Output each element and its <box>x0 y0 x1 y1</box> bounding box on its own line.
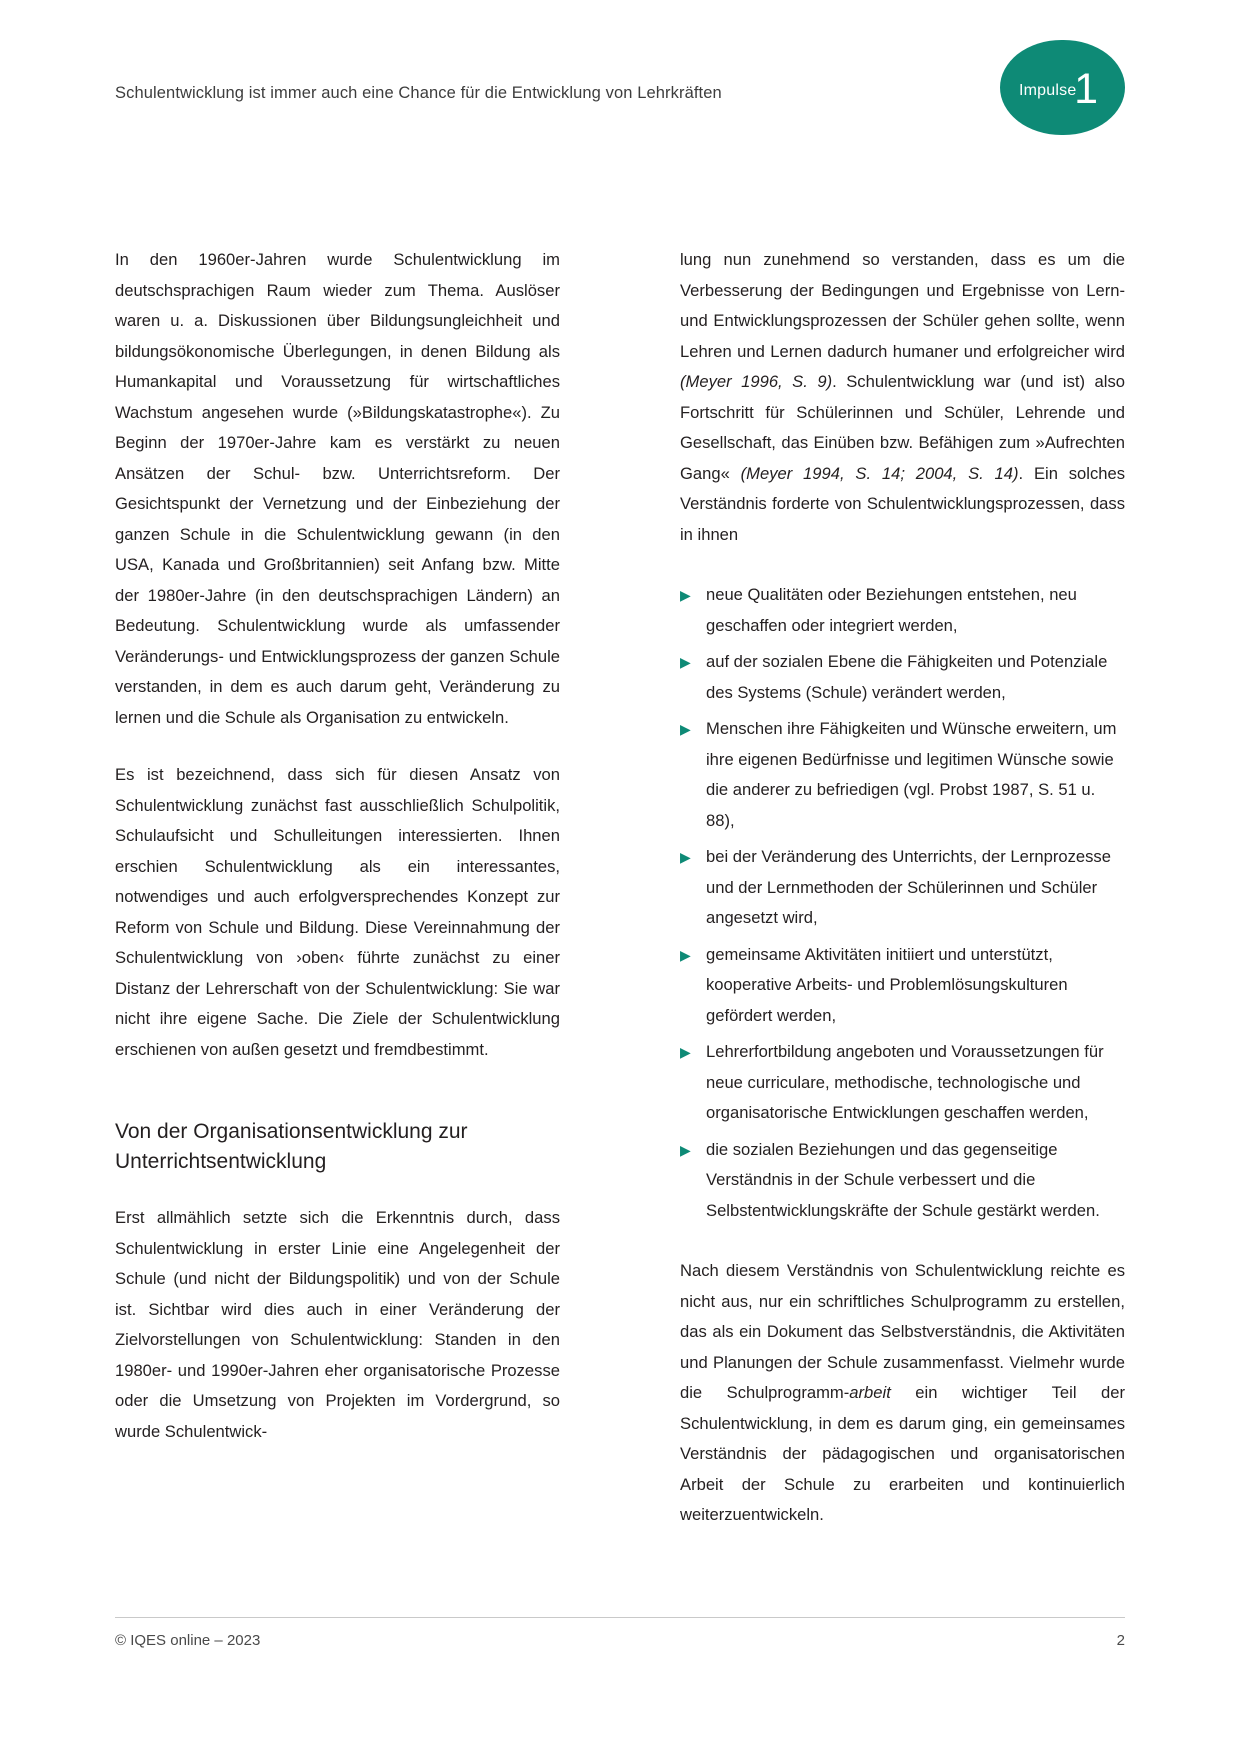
page-header <box>115 65 1125 118</box>
footer-page-number: 2 <box>1116 1632 1125 1649</box>
bullet-arrow-icon: ▶ <box>680 587 691 603</box>
paragraph-intro-history: In den 1960er-Jahren wurde Schulentwicklung im deutschsprachigen Raum wieder zum Thema. Auslöser waren u. a. Diskussionen über Bildungsungleichheit und bildungsökonomische Überlegungen, in denen Bildung als Humankapital und Voraussetzung für wirtschaftliches Wachstum angesehen wurde (»Bildungskatastrophe«). Zu Beginn der 1970er-Jahre kam es verstärkt zu neuen Ansätzen der Schul- bzw. Unterrichtsreform. Der Gesichtspunkt der Vernetzung und der Einbeziehung der ganzen Schule in die Schulentwicklung gewann (in den USA, Kanada und Großbritannien) seit Anfang bzw. Mitte der 1980er-Jahre (in den deutschsprachigen Ländern) an Bedeutung. Schulentwicklung wurde als umfassender Veränderungs- und Entwicklungsprozess der ganzen Schule verstanden, in dem es auch darum geht, Veränderung zu lernen und die Schule als Organisation zu entwickeln. <box>115 250 560 727</box>
chapter-badge <box>1000 40 1125 135</box>
chapter-badge-number: 1 <box>1074 65 1098 113</box>
bullet-arrow-icon: ▶ <box>680 1044 691 1060</box>
list-item <box>680 842 1125 934</box>
list-item <box>680 1135 1125 1227</box>
bullet-arrow-icon: ▶ <box>680 1141 691 1158</box>
text-run-3: . Ein solches Verständnis forderte von Schulentwicklungsprozessen, dass in ihnen <box>680 463 1125 544</box>
list-item-text: Menschen ihre Fähigkeiten und Wünsche erweitern, um ihre eigenen Bedürfnisse und legitimen Wünsche sowie die anderer zu befriedigen (vgl. Probst 1987, S. 51 u. 88), <box>706 719 1117 830</box>
list-item-text: Lehrerfortbildung angeboten und Voraussetzungen für neue curriculare, methodische, technologische und organisatorische Entwicklungen geschaffen werden, <box>706 1042 1104 1122</box>
citation-meyer-1994: (Meyer 1994, S. 14; 2004, S. 14) <box>740 463 1019 483</box>
paragraph-school-as-agent: Erst allmählich setzte sich die Erkenntnis durch, dass Schulentwicklung in erster Linie eine Angelegenheit der Schule (und nicht der Bildungspolitik) und von der Schule ist. Sichtbar wird dies auch in einer Veränderung der Zielvorstellungen von Schulentwicklung: Standen in den 1980er- und 1990er-Jahren eher organisatorische Prozesse oder die Umsetzung von Projekten im Vordergrund, so wurde Schulentwick- <box>115 1208 560 1441</box>
paragraph-top-down-approach: Es ist bezeichnend, dass sich für diesen Ansatz von Schulentwicklung zunächst fast ausschließlich Schulpolitik, Schulaufsicht und Schulleitungen interessierten. Ihnen erschien Schulentwicklung als ein interessantes, notwendiges und auch erfolgversprechendes Konzept zur Reform von Schule und Bildung. Diese Vereinnahmung der Schulentwicklung von ›oben‹ führte zunächst zu einer Distanz der Lehrerschaft von der Schulentwicklung: Sie war nicht ihre eigene Sache. Die Ziele der Schulentwicklung erschienen von außen gesetzt und fremdbestimmt. <box>115 765 560 1059</box>
list-item-text: auf der sozialen Ebene die Fähigkeiten und Potenziale des Systems (Schule) verändert werden, <box>706 652 1108 702</box>
list-item <box>680 1037 1125 1129</box>
list-item <box>680 714 1125 836</box>
running-head-title: Schulentwicklung ist immer auch eine Chance für die Entwicklung von Lehrkräften <box>115 84 722 102</box>
section-heading: Von der Organisationsentwicklung zur Unterrichtsentwicklung <box>115 1120 468 1173</box>
list-item <box>680 580 1125 641</box>
bullet-arrow-icon: ▶ <box>680 654 691 670</box>
paragraph-continued-definition <box>680 245 1125 550</box>
list-item-text: bei der Veränderung des Unterrichts, der Lernprozesse und der Lernmethoden der Schülerinnen und Schüler angesetzt wird, <box>706 847 1111 927</box>
left-column <box>115 245 560 1447</box>
text-run-4: Nach diesem Verständnis von Schulentwicklung reichte es nicht aus, nur ein schriftliches Schulprogramm zu erstellen, das als ein Dokument das Selbstverständnis, die Aktivitäten und Planungen der Schule zusammenfasst. Vielmehr wurde die Schulprogramm- <box>680 1261 1125 1402</box>
text-run-2: . Schulentwicklung war (und ist) also Fortschritt für Schülerinnen und Schüler, Lehrende und Gesellschaft, das Einüben bzw. Befähigen zum »Aufrechten Gang« <box>680 372 1126 483</box>
list-item-text: gemeinsame Aktivitäten initiiert und unterstützt, kooperative Arbeits- und Problemlösungskulturen gefördert werden, <box>706 944 1068 1025</box>
list-item-text: neue Qualitäten oder Beziehungen entstehen, neu geschaffen oder integriert werden, <box>706 585 1077 635</box>
bullet-arrow-icon: ▶ <box>680 849 691 865</box>
list-item <box>680 940 1125 1032</box>
bullet-arrow-icon: ▶ <box>680 721 691 737</box>
chapter-badge-label: Impulse <box>1019 82 1077 99</box>
footer-copyright: © IQES online – 2023 <box>115 1632 261 1649</box>
bullet-arrow-icon: ▶ <box>680 946 691 963</box>
list-item-text: die sozialen Beziehungen und das gegenseitige Verständnis in der Schule verbessert und die Selbstentwicklungskräfte der Schule gestärkt werden. <box>706 1139 1100 1220</box>
right-column <box>680 245 1125 1531</box>
citation-meyer-1996: (Meyer 1996, S. 9) <box>680 372 833 391</box>
page-footer <box>115 1617 1125 1662</box>
text-run-1: lung nun zunehmend so verstanden, dass es um die Verbesserung der Bedingungen und Ergebnisse von Lern- und Entwicklungsprozessen der Schüler gehen sollte, wenn Lehren und Lernen dadurch humaner und erfolgreicher wird <box>680 250 1125 361</box>
paragraph-schulprogrammarbeit <box>680 1256 1125 1531</box>
requirements-list <box>680 580 1125 1226</box>
text-run-5: ein wichtiger Teil der Schulentwicklung, in dem es darum ging, ein gemeinsames Verständnis der pädagogischen und organisatorischen Arbeit der Schule zu erarbeiten und kontinuierlich weiterzuentwickeln. <box>680 1383 1125 1524</box>
emphasis-arbeit: arbeit <box>849 1383 891 1402</box>
list-item <box>680 647 1125 708</box>
